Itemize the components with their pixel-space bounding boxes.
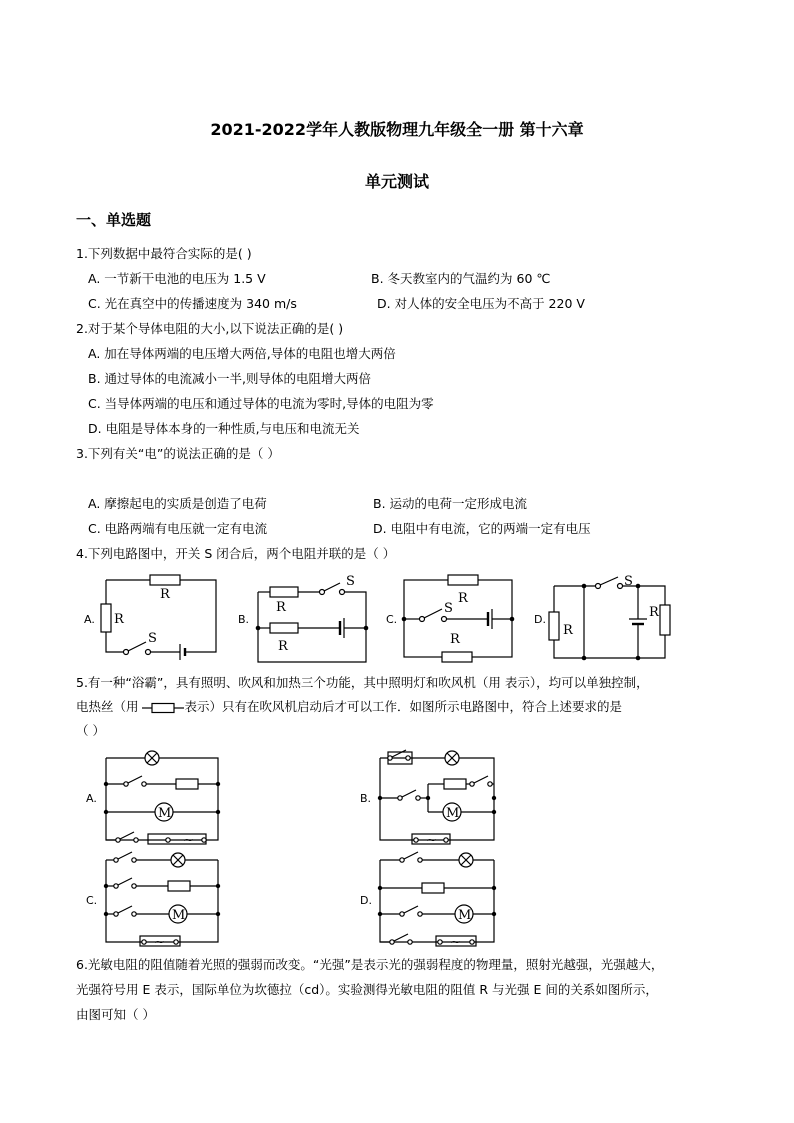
page-title: 2021-2022学年人教版物理九年级全一册 第十六章 bbox=[210, 120, 584, 139]
heater bbox=[444, 779, 466, 789]
svg-text:D.: D. bbox=[534, 613, 546, 626]
svg-text:R: R bbox=[649, 605, 659, 620]
q6-line2: 光强符号用 E 表示，国际单位为坎德拉（cd）。实验测得光敏电阻的阻值 R 与光强 E 间的关系如图所示， bbox=[76, 982, 658, 997]
svg-text:M: M bbox=[172, 908, 186, 923]
q4-circuit-d bbox=[532, 572, 672, 664]
svg-text:R: R bbox=[563, 623, 573, 638]
svg-text:R: R bbox=[114, 612, 124, 627]
svg-text:~: ~ bbox=[426, 833, 437, 848]
svg-text:B.: B. bbox=[238, 613, 250, 626]
resistor-bottom bbox=[442, 652, 472, 662]
svg-text:B.: B. bbox=[360, 792, 372, 805]
heater-symbol-icon bbox=[142, 702, 184, 714]
resistor-left bbox=[549, 612, 559, 640]
heater bbox=[176, 779, 198, 789]
svg-text:~: ~ bbox=[183, 833, 194, 848]
q6-line1: 6.光敏电阻的阻值随着光照的强弱而改变。“光强”是表示光的强弱程度的物理量，照射光越强，光强越大， bbox=[76, 957, 664, 972]
q2-stem: 2.对于某个导体电阻的大小,以下说法正确的是( ) bbox=[76, 321, 344, 336]
q5-circuit-d bbox=[360, 850, 500, 950]
heater bbox=[422, 883, 444, 893]
q4-stem: 4.下列电路图中，开关 S 闭合后，两个电阻并联的是（ ） bbox=[76, 546, 396, 561]
q2-option-a: A. 加在导体两端的电压增大两倍,导体的电阻也增大两倍 bbox=[88, 346, 396, 361]
svg-text:C.: C. bbox=[386, 613, 398, 626]
q5-circuit-b bbox=[360, 748, 500, 848]
q4-circuit-a bbox=[84, 572, 224, 664]
switch bbox=[320, 590, 325, 595]
resistor-2 bbox=[270, 623, 298, 633]
q4-label-a: A. bbox=[84, 613, 95, 626]
svg-text:M: M bbox=[458, 908, 472, 923]
svg-text:S: S bbox=[624, 574, 633, 589]
switch bbox=[420, 617, 425, 622]
svg-text:R: R bbox=[276, 600, 286, 615]
resistor-top bbox=[448, 575, 478, 585]
svg-text:C.: C. bbox=[86, 894, 98, 907]
svg-text:~: ~ bbox=[450, 935, 461, 950]
q5-circuit-c bbox=[86, 850, 226, 950]
q6-line3: 由图可知（ ） bbox=[76, 1007, 155, 1022]
resistor-left bbox=[101, 604, 111, 632]
svg-text:R: R bbox=[278, 639, 288, 654]
svg-text:M: M bbox=[158, 806, 172, 821]
ac-terminal bbox=[142, 940, 146, 944]
resistor-top bbox=[150, 575, 180, 585]
svg-text:S: S bbox=[148, 631, 157, 646]
svg-text:R: R bbox=[160, 587, 170, 602]
switch bbox=[596, 584, 601, 589]
q2-option-d: D. 电阻是导体本身的一种性质,与电压和电流无关 bbox=[88, 421, 360, 436]
q2-option-b: B. 通过导体的电流减小一半,则导体的电阻增大两倍 bbox=[88, 371, 371, 386]
q5-line3: （ ） bbox=[76, 723, 105, 738]
q5-line1: 5.有一种“浴霸”，具有照明、吹风和加热三个功能，其中照明灯和吹风机（用 表示），均可以单独控制， bbox=[76, 675, 649, 690]
resistor-right bbox=[660, 605, 670, 635]
ac-terminal bbox=[438, 940, 442, 944]
q1-stem: 1.下列数据中最符合实际的是( ) bbox=[76, 246, 252, 261]
svg-text:D.: D. bbox=[360, 894, 372, 907]
q3-stem: 3.下列有关“电”的说法正确的是（ ） bbox=[76, 446, 280, 461]
q3-option-a: A. 摩擦起电的实质是创造了电荷 bbox=[88, 496, 267, 511]
q1-option-b: B. 冬天教室内的气温约为 60 ℃ bbox=[371, 271, 551, 286]
svg-text:R: R bbox=[450, 632, 460, 647]
section-heading: 一、单选题 bbox=[76, 211, 152, 229]
svg-text:~: ~ bbox=[154, 935, 165, 950]
q3-option-b: B. 运动的电荷一定形成电流 bbox=[373, 496, 528, 511]
q2-option-c: C. 当导体两端的电压和通过导体的电流为零时,导体的电阻为零 bbox=[88, 396, 434, 411]
q5-circuit-a bbox=[86, 748, 226, 848]
q1-option-a: A. 一节新干电池的电压为 1.5 V bbox=[88, 271, 266, 286]
svg-text:S: S bbox=[346, 574, 355, 589]
switch bbox=[124, 650, 129, 655]
resistor-1 bbox=[270, 587, 298, 597]
svg-text:S: S bbox=[444, 601, 453, 616]
q1-option-c: C. 光在真空中的传播速度为 340 m/s bbox=[88, 296, 297, 311]
ac-terminal bbox=[414, 838, 418, 842]
q3-option-c: C. 电路两端有电压就一定有电流 bbox=[88, 521, 268, 536]
q4-circuit-b bbox=[236, 572, 371, 664]
q3-option-d: D. 电阻中有电流，它的两端一定有电压 bbox=[373, 521, 591, 536]
q4-circuit-c bbox=[384, 572, 519, 664]
svg-text:R: R bbox=[458, 591, 468, 606]
svg-text:M: M bbox=[446, 806, 460, 821]
q5-line2: 电热丝（用 表示）只有在吹风机启动后才可以工作．如图所示电路图中，符合上述要求的是 bbox=[76, 699, 622, 714]
ac-terminal bbox=[166, 838, 170, 842]
q1-option-d: D. 对人体的安全电压为不高于 220 V bbox=[377, 296, 585, 311]
page-subtitle: 单元测试 bbox=[364, 172, 429, 191]
heater bbox=[168, 881, 190, 891]
svg-text:A.: A. bbox=[86, 792, 97, 805]
